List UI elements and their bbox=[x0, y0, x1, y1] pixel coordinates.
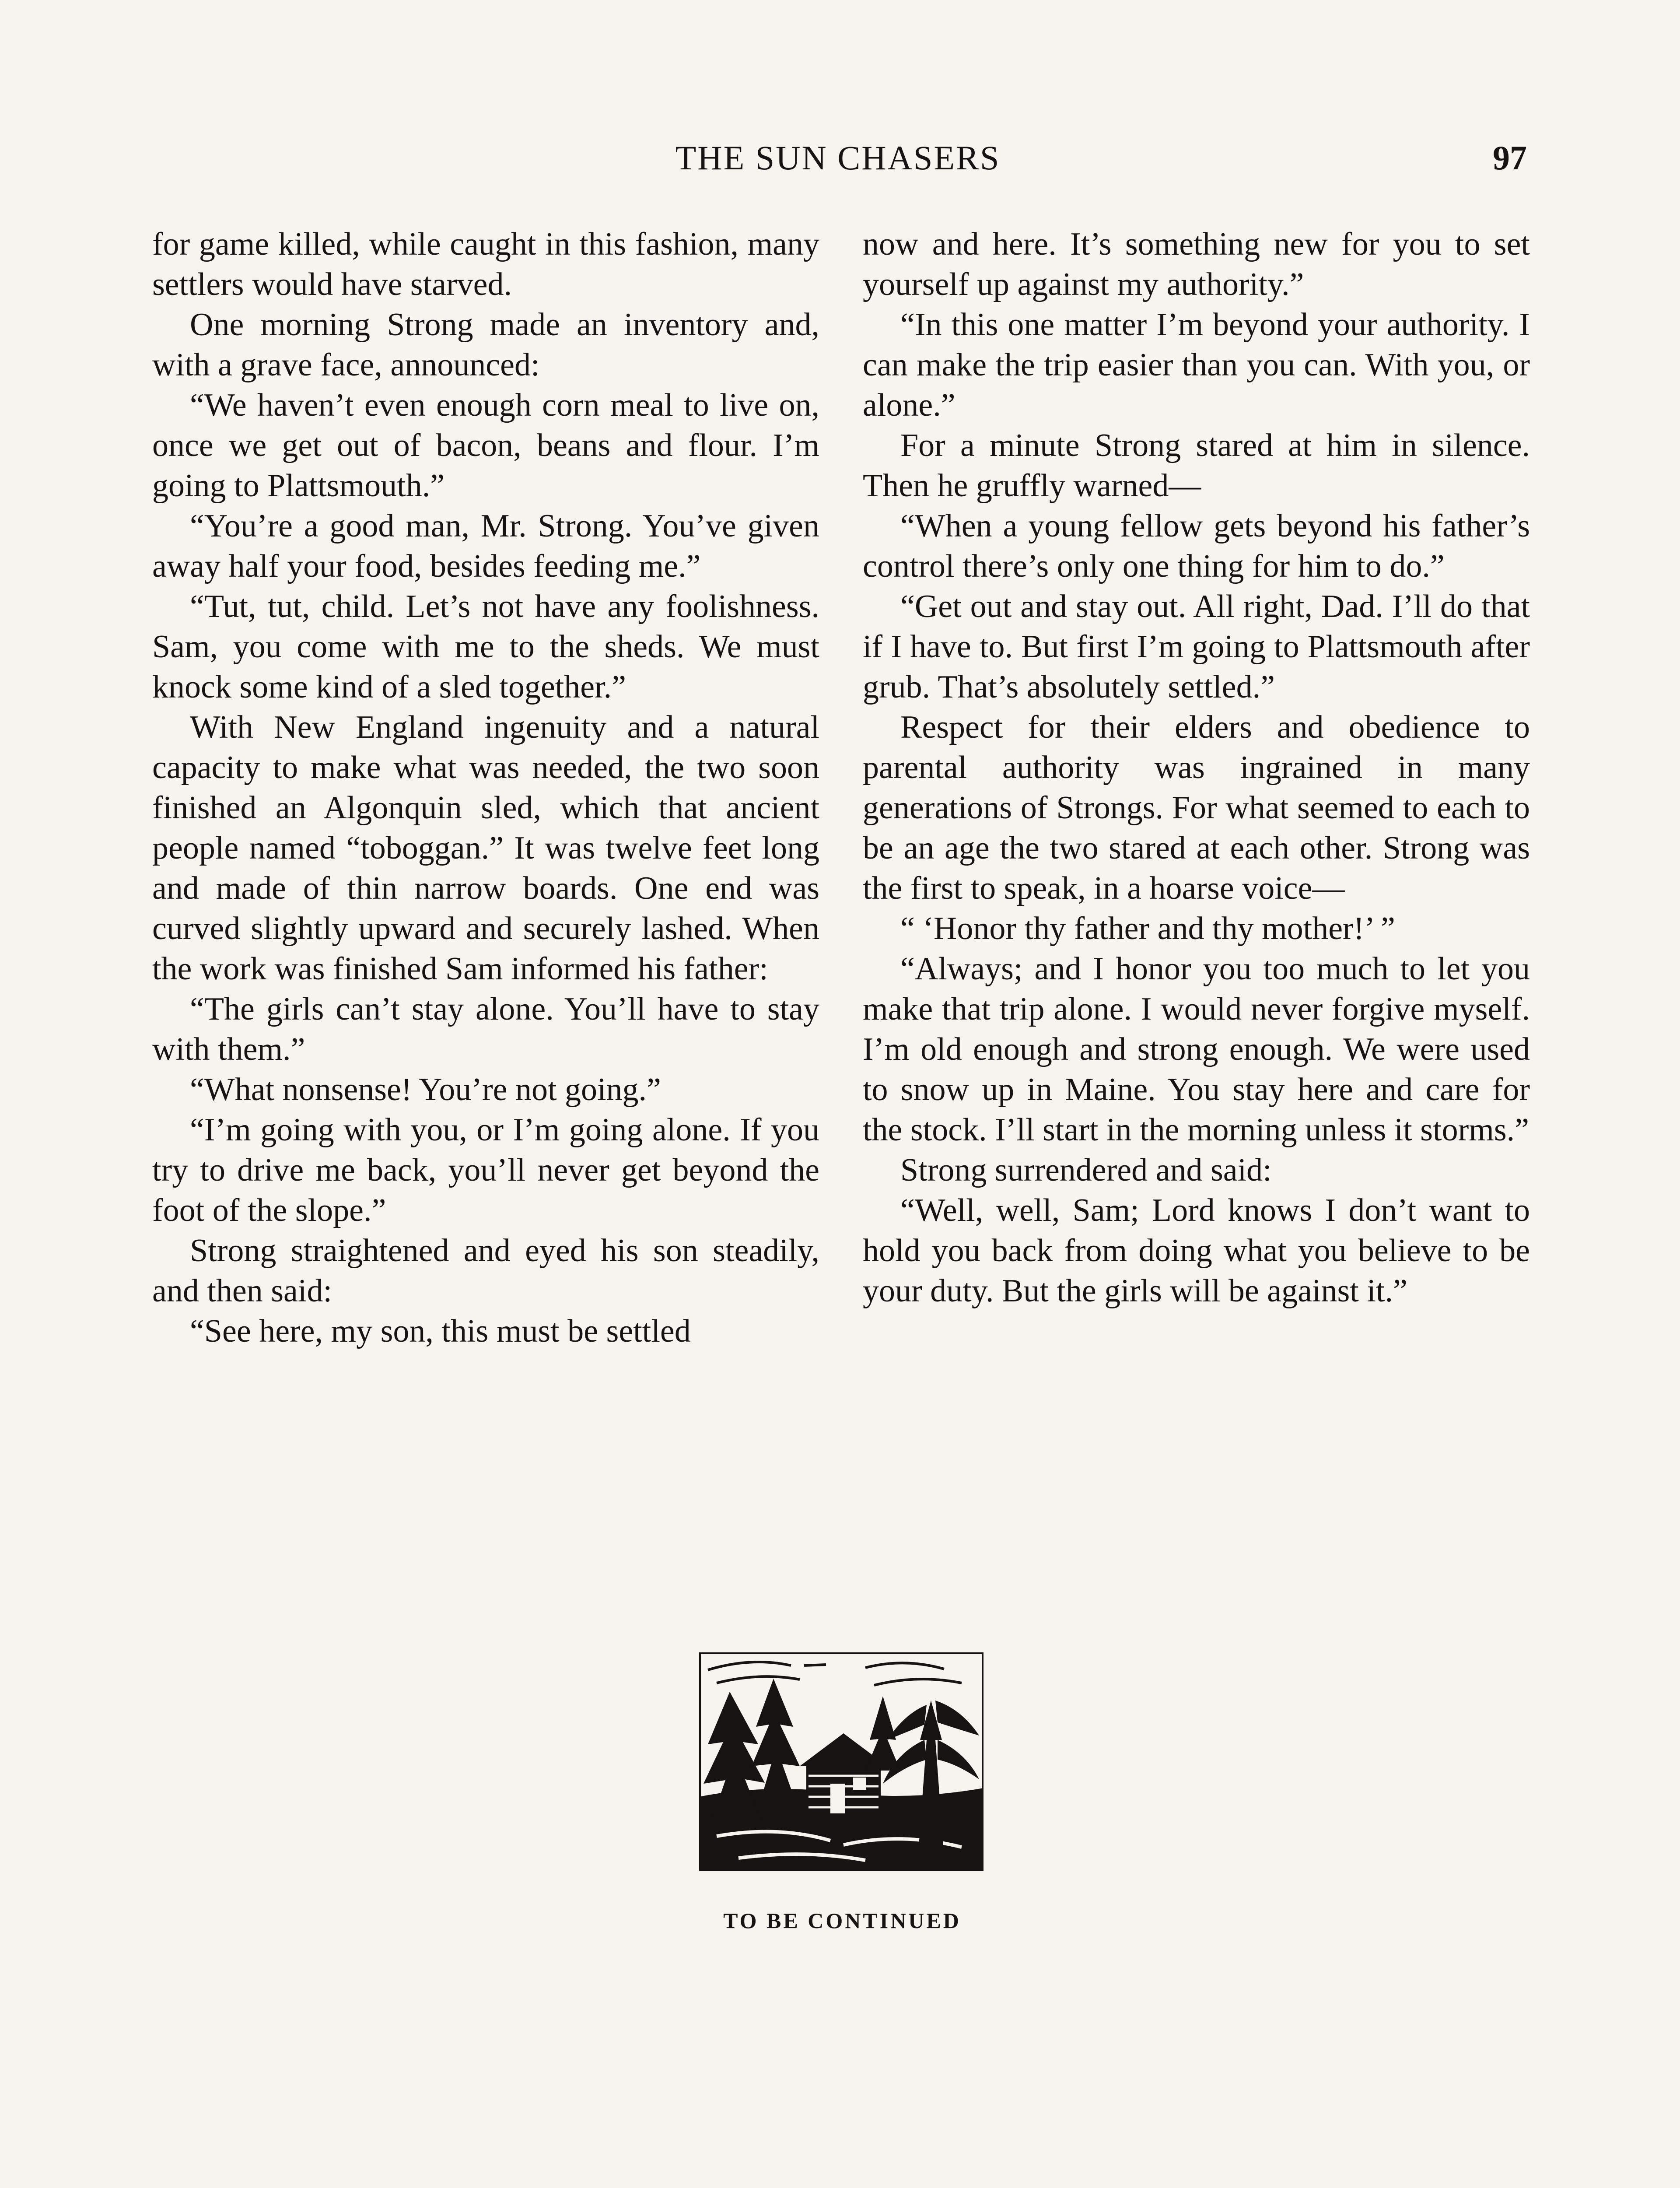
paragraph: One morning Strong made an inventory and, with a grave face, announced: bbox=[152, 307, 819, 383]
paragraph: “Tut, tut, child. Let’s not have any foolishness. Sam, you come with me to the sheds. We must knock some kind of a sled together.” bbox=[152, 589, 819, 705]
paragraph: “ ‘Honor thy father and thy mother!’ ” bbox=[900, 911, 1395, 947]
paragraph: “Always; and I honor you too much to let you make that trip alone. I would never forgive myself. I’m old enough and strong enough. We were used to snow up in Maine. You stay here and care for the stock. I’ll start in the morning unless it storms.” bbox=[863, 951, 1530, 1148]
paragraph: “I’m going with you, or I’m going alone. If you try to drive me back, you’ll never get beyond the foot of the slope.” bbox=[152, 1112, 819, 1228]
paragraph: for game killed, while caught in this fashion, many settlers would have starved. bbox=[152, 226, 819, 302]
left-text-column bbox=[152, 224, 819, 1351]
to-be-continued-note: TO BE CONTINUED bbox=[723, 1908, 961, 1933]
paragraph: With New England ingenuity and a natural capacity to make what was needed, the two soon finished an Algonquin sled, which that ancient people named “toboggan.” It was twelve feet long and made of thin narrow boards. One end was curved slightly upward and securely lashed. When the work was finished Sam informed his father: bbox=[152, 709, 819, 987]
paragraph: “The girls can’t stay alone. You’ll have to stay with them.” bbox=[152, 991, 819, 1067]
paragraph: “We haven’t even enough corn meal to live on, once we get out of bacon, beans and flour. I’m going to Plattsmouth.” bbox=[152, 387, 819, 504]
paragraph: “When a young fellow gets beyond his father’s control there’s only one thing for him to do.” bbox=[863, 508, 1530, 584]
paragraph: “Get out and stay out. All right, Dad. I’ll do that if I have to. But first I’m going to Plattsmouth after grub. That’s absolutely settled.” bbox=[863, 589, 1530, 705]
page-number: 97 bbox=[1493, 139, 1527, 177]
woodcut-cabin-in-pines-icon bbox=[699, 1652, 984, 1871]
right-text-column bbox=[863, 224, 1530, 1311]
paragraph: For a minute Strong stared at him in silence. Then he gruffly warned— bbox=[863, 428, 1530, 504]
paragraph: now and here. It’s something new for you to set yourself up against my authority.” bbox=[863, 226, 1530, 302]
paragraph: “See here, my son, this must be settled bbox=[190, 1313, 691, 1349]
paragraph: Strong surrendered and said: bbox=[900, 1152, 1272, 1188]
paragraph: “You’re a good man, Mr. Strong. You’ve given away half your food, besides feeding me.” bbox=[152, 508, 819, 584]
paragraph: “What nonsense! You’re not going.” bbox=[190, 1072, 661, 1108]
paragraph: Respect for their elders and obedience to parental authority was ingrained in many generations of Strongs. For what seemed to each to be an age the two stared at each other. Strong was the first to speak, in a hoarse voice— bbox=[863, 709, 1530, 906]
paragraph: “In this one matter I’m beyond your authority. I can make the trip easier than you can. With you, or alone.” bbox=[863, 307, 1530, 423]
paragraph: “Well, well, Sam; Lord knows I don’t want to hold you back from doing what you believe to be your duty. But the girls will be against it.” bbox=[863, 1192, 1530, 1309]
running-title: THE SUN CHASERS bbox=[675, 139, 1001, 177]
running-header bbox=[149, 131, 1527, 184]
paragraph: Strong straightened and eyed his son steadily, and then said: bbox=[152, 1233, 819, 1309]
